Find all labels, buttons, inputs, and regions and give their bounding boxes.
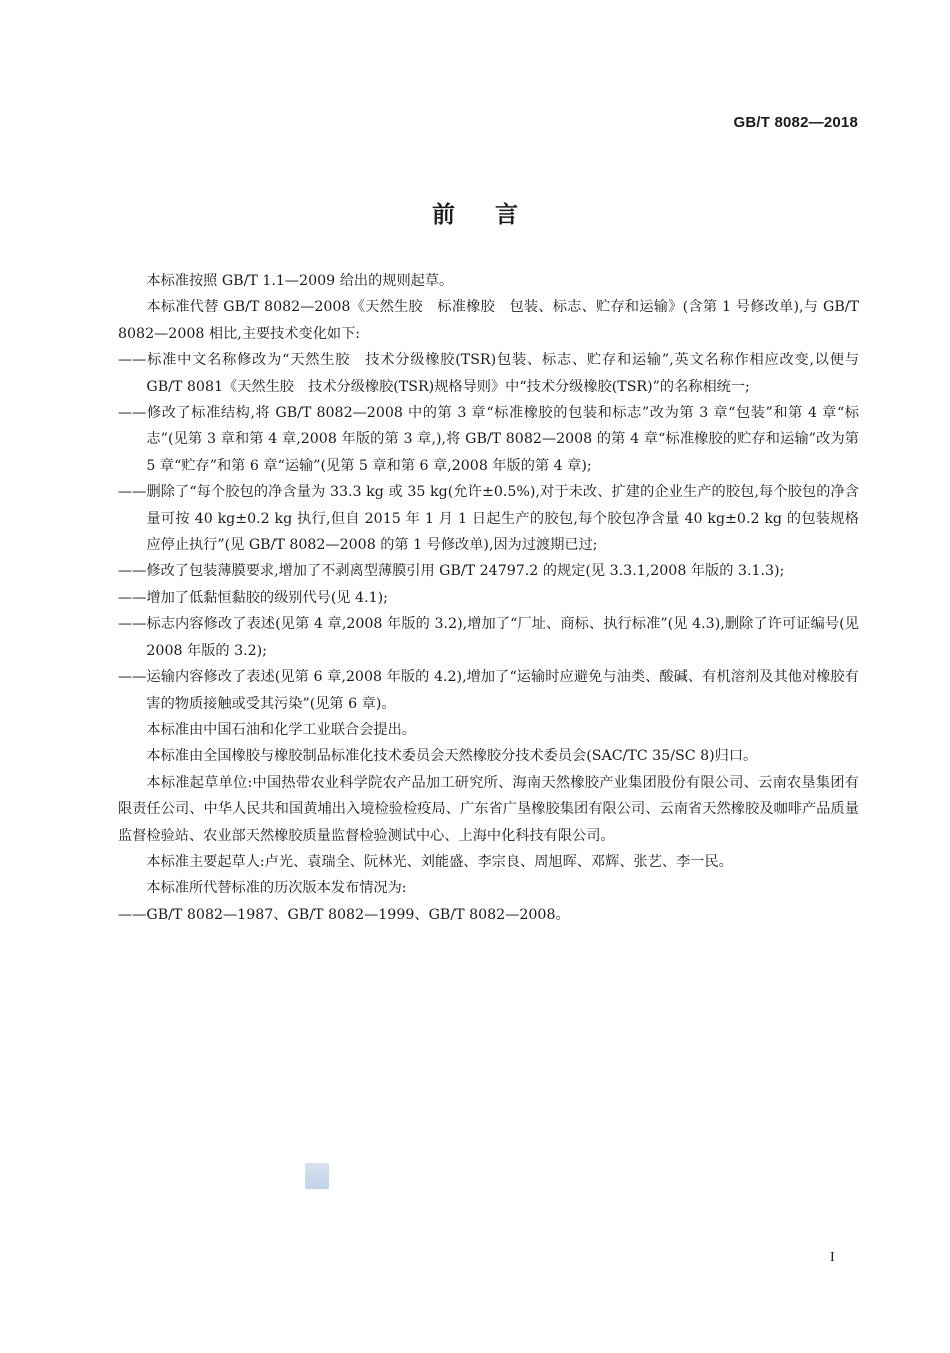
paragraph: 本标准起草单位:中国热带农业科学院农产品加工研究所、海南天然橡胶产业集团股份有限公司、云南农垦集团有限责任公司、中华人民共和国黄埔出入境检验检疫局、广东省广垦橡胶集团有限公司、云南省天然橡胶及咖啡产品质量监督检验站、农业部天然橡胶质量监督检验测试中心、上海中化科技有限公司。 — [118, 774, 859, 844]
paragraph: 本标准所代替标准的历次版本发布情况为: — [146, 880, 407, 897]
list-item: ——运输内容修改了表述(见第 6 章,2008 年版的 4.2),增加了“运输时应避免与油类、酸碱、有机溶剂及其他对橡胶有害的物质接触或受其污染”(见第 6 章)。 — [118, 669, 859, 712]
list-item: ——增加了低黏恒黏胶的级别代号(见 4.1); — [118, 589, 388, 606]
list-item: ——修改了包装薄膜要求,增加了不剥离型薄膜引用 GB/T 24797.2 的规定(见 3.3.1,2008 年版的 3.1.3); — [118, 563, 785, 580]
paragraph: 本标准代替 GB/T 8082—2008《天然生胶 标准橡胶 包装、标志、贮存和运输》(含第 1 号修改单),与 GB/T 8082—2008 相比,主要技术变化如下: — [118, 299, 859, 342]
paragraph: 本标准主要起草人:卢光、袁瑞全、阮林光、刘能盛、李宗良、周旭晖、邓辉、张艺、李一民。 — [146, 853, 733, 870]
list-item: ——GB/T 8082—1987、GB/T 8082—1999、GB/T 8082—2008。 — [118, 906, 570, 923]
list-item: ——修改了标准结构,将 GB/T 8082—2008 中的第 3 章“标准橡胶的包装和标志”改为第 3 章“包装”和第 4 章“标志”(见第 3 章和第 4 章,2008 年版的第 3 章,),将 GB/T 8082—2008 的第 4 章“标准橡胶的贮存和运输”改为第 5 章“贮存”和第 6 章“运输”(见第 5 章和第 6 章,2008 年版的第 4 章); — [118, 405, 859, 474]
list-item: ——标准中文名称修改为“天然生胶 技术分级橡胶(TSR)包装、标志、贮存和运输”,英文名称作相应改变,以便与 GB/T 8081《天然生胶 技术分级橡胶(TSR)规格导则》中“技术分级橡胶(TSR)”的名称相统一; — [118, 352, 859, 395]
list-item: ——标志内容修改了表述(见第 4 章,2008 年版的 3.2),增加了“厂址、商标、执行标准”(见 4.3),删除了许可证编号(见 2008 年版的 3.2); — [118, 616, 859, 659]
paragraph: 本标准按照 GB/T 1.1—2009 给出的规则起草。 — [146, 273, 454, 289]
paragraph: 本标准由全国橡胶与橡胶制品标准化技术委员会天然橡胶分技术委员会(SAC/TC 35/SC 8)归口。 — [146, 748, 758, 765]
scan-mark — [305, 1163, 329, 1189]
list-item: ——删除了“每个胶包的净含量为 33.3 kg 或 35 kg(允许±0.5%),对于未改、扩建的企业生产的胶包,每个胶包的净含量可按 40 kg±0.2 kg 执行,但自 2015 年 1 月 1 日起生产的胶包,每个胶包净含量 40 kg±0.2 kg 的包装规格应停止执行”(见 GB/T 8082—2008 的第 1 号修改单),因为过渡期已过; — [118, 484, 859, 554]
foreword-body — [118, 268, 859, 928]
page-title: 前言 — [432, 202, 558, 228]
standard-code: GB/T 8082—2018 — [733, 114, 858, 131]
page-number: I — [830, 1250, 835, 1265]
paragraph: 本标准由中国石油和化学工业联合会提出。 — [146, 721, 416, 738]
